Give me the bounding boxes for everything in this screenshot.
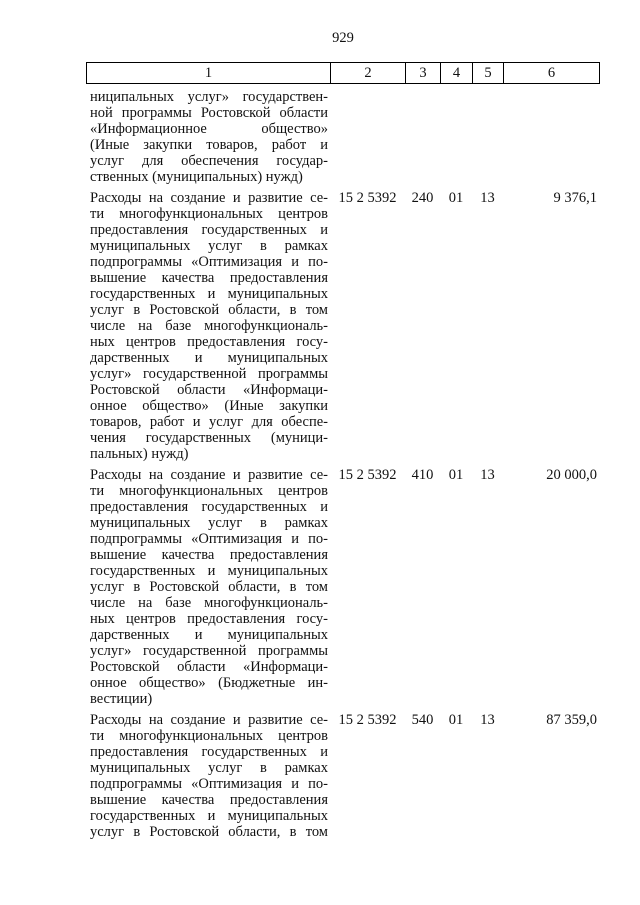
description-line: услуг в Ростовской области, в том — [90, 579, 328, 595]
description-line: муниципальных услуг в рамках — [90, 760, 328, 776]
header-col-5: 5 — [472, 62, 503, 84]
description-line: ственных (муниципальных) нужд) — [90, 169, 303, 185]
description-line: числе на базе многофункциональ- — [90, 318, 328, 334]
page-number: 929 — [332, 30, 354, 46]
cell-col4: 01 — [448, 467, 464, 483]
cell-col5: 13 — [480, 467, 495, 483]
cell-col3 — [405, 89, 440, 185]
cell-col6: 20 000,0 — [546, 467, 597, 483]
description-line: товаров, работ и услуг для обеспе- — [90, 414, 328, 430]
description-line: Расходы на создание и развитие се- — [90, 712, 328, 728]
description-line: «Информационное общество» — [90, 121, 328, 137]
description-line: вышение качества предоставления — [90, 792, 328, 808]
cell-col4: 01 — [448, 712, 464, 728]
description-line: ных центров предоставления госу- — [90, 334, 328, 350]
description-line: подпрограммы «Оптимизация и по- — [90, 531, 328, 547]
description-line: государственных и муниципальных — [90, 563, 328, 579]
header-col-3: 3 — [405, 62, 440, 84]
header-col-1: 1 — [86, 62, 330, 84]
description-line: Ростовской области «Информаци- — [90, 659, 328, 675]
description-line: (Иные закупки товаров, работ и — [90, 137, 328, 153]
cell-col3: 540 — [411, 712, 434, 728]
description-line: Расходы на создание и развитие се- — [90, 190, 328, 206]
table-header — [86, 62, 600, 84]
description-line: вышение качества предоставления — [90, 547, 328, 563]
table-body — [86, 84, 600, 840]
table-row — [86, 89, 600, 185]
description-line: онное общество» (Иные закупки — [90, 398, 328, 414]
cell-col2 — [330, 89, 405, 185]
cell-col5: 13 — [480, 712, 495, 728]
description-line: ти многофункциональных центров — [90, 483, 328, 499]
cell-col2: 15 2 5392 — [338, 467, 397, 483]
cell-col4 — [440, 89, 472, 185]
cell-col2: 15 2 5392 — [338, 190, 397, 206]
description-line: услуг в Ростовской области, в том — [90, 302, 328, 318]
cell-col3: 240 — [411, 190, 434, 206]
description-line: ниципальных услуг» государствен- — [90, 89, 328, 105]
cell-col3: 410 — [411, 467, 434, 483]
cell-col5 — [472, 89, 503, 185]
description-line: онное общество» (Бюджетные ин- — [90, 675, 328, 691]
description-line: вышение качества предоставления — [90, 270, 328, 286]
description-line: предоставления государственных и — [90, 744, 328, 760]
description-line: государственных и муниципальных — [90, 286, 328, 302]
description-line: услуг в Ростовской области, в том — [90, 824, 328, 840]
description-line: Ростовской области «Информаци- — [90, 382, 328, 398]
row-description — [86, 712, 330, 840]
description-line: предоставления государственных и — [90, 222, 328, 238]
header-col-2: 2 — [330, 62, 405, 84]
description-line: подпрограммы «Оптимизация и по- — [90, 254, 328, 270]
description-line: услуг» государственной программы — [90, 643, 328, 659]
table-row — [86, 467, 600, 707]
table-row — [86, 712, 600, 840]
header-col-4: 4 — [440, 62, 472, 84]
cell-col6 — [503, 89, 600, 185]
header-col-6: 6 — [503, 62, 600, 84]
description-line: ной программы Ростовской области — [90, 105, 328, 121]
description-line: предоставления государственных и — [90, 499, 328, 515]
cell-col5: 13 — [480, 190, 495, 206]
description-line: услуг для обеспечения государ- — [90, 153, 328, 169]
description-line: муниципальных услуг в рамках — [90, 238, 328, 254]
table-row — [86, 190, 600, 462]
description-line: муниципальных услуг в рамках — [90, 515, 328, 531]
description-line: подпрограммы «Оптимизация и по- — [90, 776, 328, 792]
description-line: ных центров предоставления госу- — [90, 611, 328, 627]
cell-col6: 87 359,0 — [546, 712, 597, 728]
description-line: ти многофункциональных центров — [90, 206, 328, 222]
description-line: числе на базе многофункциональ- — [90, 595, 328, 611]
description-line: чения государственных (муници- — [90, 430, 328, 446]
cell-col2: 15 2 5392 — [338, 712, 397, 728]
description-line: вестиции) — [90, 691, 153, 707]
row-description — [86, 467, 330, 707]
description-line: дарственных и муниципальных — [90, 627, 328, 643]
description-line: дарственных и муниципальных — [90, 350, 328, 366]
description-line: ти многофункциональных центров — [90, 728, 328, 744]
description-line: государственных и муниципальных — [90, 808, 328, 824]
row-description — [86, 190, 330, 462]
description-line: услуг» государственной программы — [90, 366, 328, 382]
cell-col4: 01 — [448, 190, 464, 206]
cell-col6: 9 376,1 — [553, 190, 597, 206]
row-description — [86, 89, 330, 185]
description-line: Расходы на создание и развитие се- — [90, 467, 328, 483]
description-line: пальных) нужд) — [90, 446, 189, 462]
